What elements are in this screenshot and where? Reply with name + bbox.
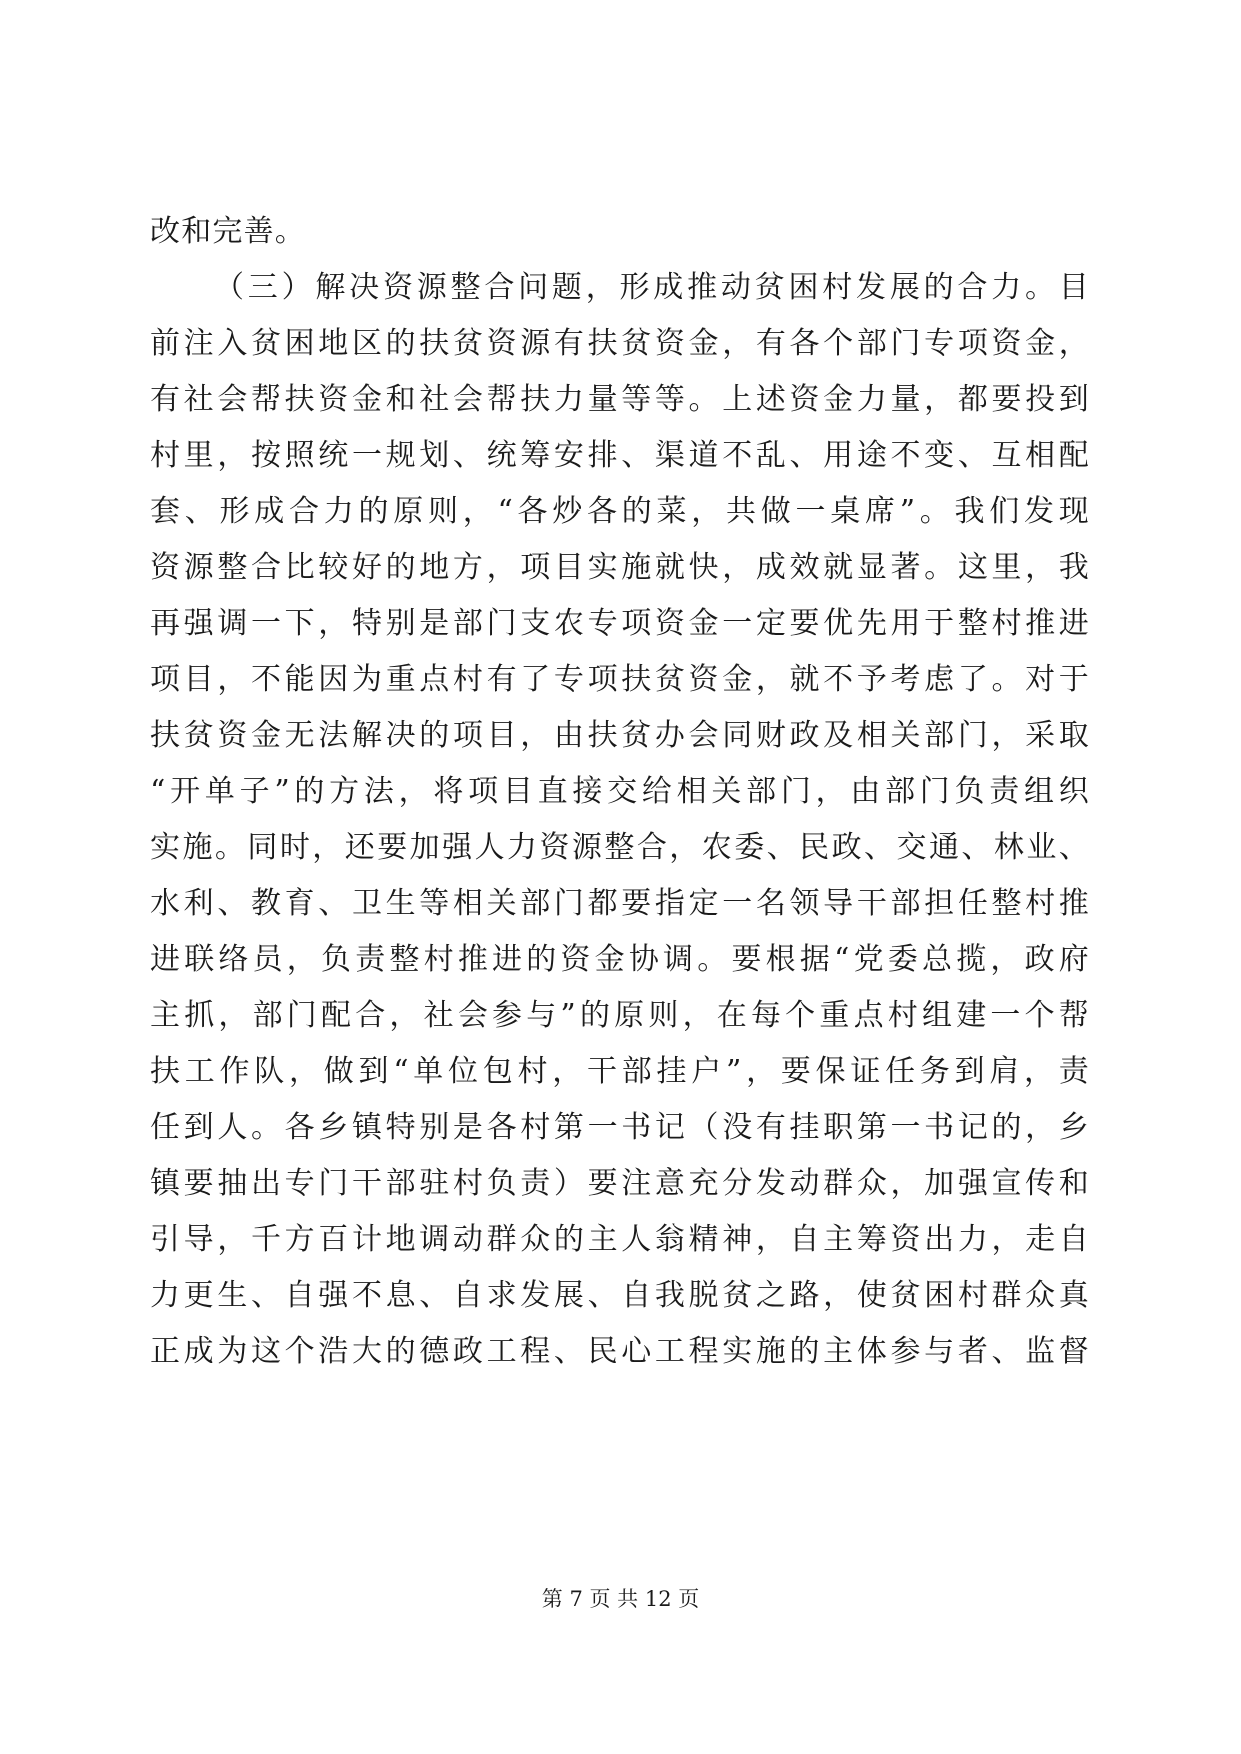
text-line: 实施。同时，还要加强人力资源整合，农委、民政、交通、林业、: [150, 830, 1090, 865]
text-line: 主抓，部门配合，社会参与”的原则，在每个重点村组建一个帮: [150, 998, 1090, 1033]
text-line: 扶贫资金无法解决的项目，由扶贫办会同财政及相关部门，采取: [150, 718, 1090, 753]
page-number-footer: 第 7 页 共 12 页: [541, 1587, 700, 1611]
text-line: 套、形成合力的原则，“各炒各的菜，共做一桌席”。我们发现: [150, 494, 1090, 529]
text-line: 进联络员，负责整村推进的资金协调。要根据“党委总揽，政府: [150, 942, 1090, 977]
text-line: 引导，千方百计地调动群众的主人翁精神，自主筹资出力，走自: [150, 1222, 1090, 1257]
text-line: 项目，不能因为重点村有了专项扶贫资金，就不予考虑了。对于: [150, 662, 1090, 697]
text-line: 再强调一下，特别是部门支农专项资金一定要优先用于整村推进: [150, 606, 1090, 641]
text-line: “开单子”的方法，将项目直接交给相关部门，由部门负责组织: [150, 774, 1090, 809]
text-line-paragraph-start: （三）解决资源整合问题，形成推动贫困村发展的合力。目: [214, 270, 1090, 305]
text-line: 水利、教育、卫生等相关部门都要指定一名领导干部担任整村推: [150, 886, 1090, 921]
text-line: 任到人。各乡镇特别是各村第一书记（没有挂职第一书记的，乡: [150, 1110, 1090, 1145]
text-line: 镇要抽出专门干部驻村负责）要注意充分发动群众，加强宣传和: [150, 1166, 1090, 1201]
text-line: 村里，按照统一规划、统筹安排、渠道不乱、用途不变、互相配: [150, 438, 1090, 473]
text-line: 力更生、自强不息、自求发展、自我脱贫之路，使贫困村群众真: [150, 1278, 1090, 1313]
text-line: 前注入贫困地区的扶贫资源有扶贫资金，有各个部门专项资金，: [150, 326, 1090, 361]
text-line: 扶工作队，做到“单位包村，干部挂户”，要保证任务到肩，责: [150, 1054, 1090, 1089]
text-line: 有社会帮扶资金和社会帮扶力量等等。上述资金力量，都要投到: [150, 382, 1090, 417]
text-line: 资源整合比较好的地方，项目实施就快，成效就显著。这里，我: [150, 550, 1090, 585]
text-line: 改和完善。: [150, 214, 306, 249]
text-line: 正成为这个浩大的德政工程、民心工程实施的主体参与者、监督: [150, 1334, 1090, 1369]
